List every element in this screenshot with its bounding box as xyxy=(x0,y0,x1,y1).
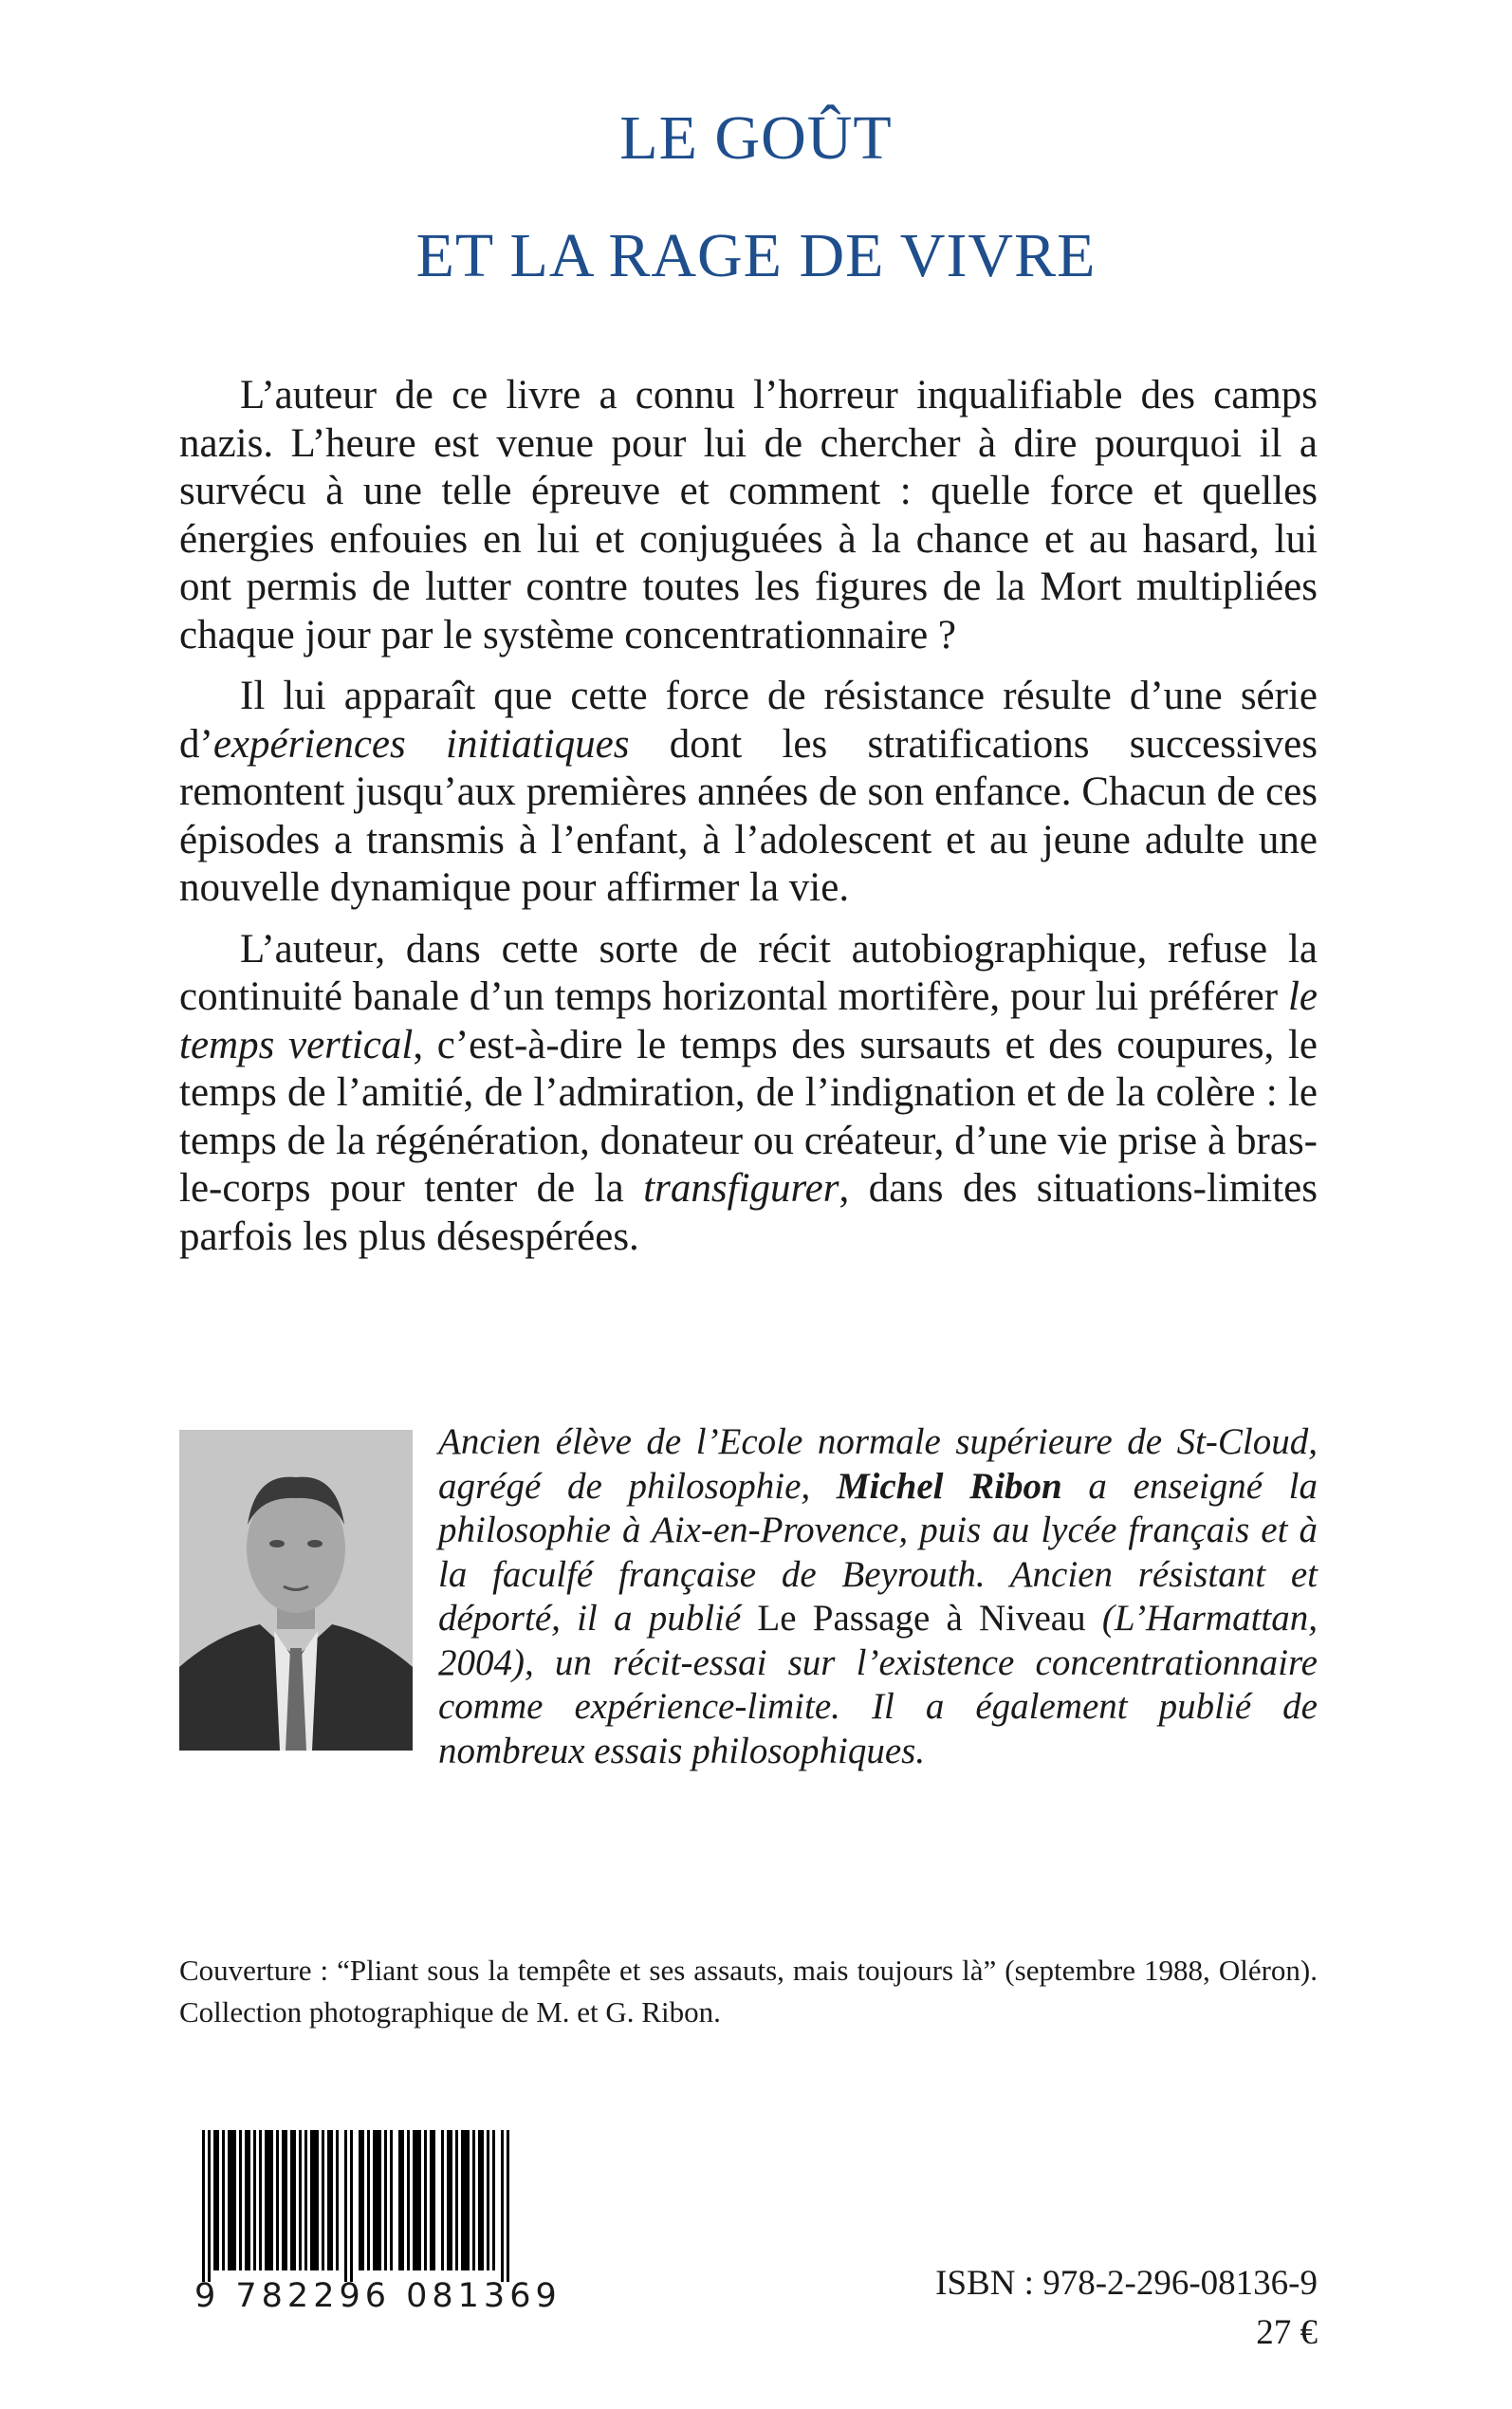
summary-p2-text-a: Il lui apparaît que cette force de résistance résulte d’une série d’ xyxy=(179,674,1318,767)
title-line-2: ET LA RAGE DE VIVRE xyxy=(415,221,1097,290)
summary-p3-text-c: , dans des situations-limites parfois les plus désespérées. xyxy=(179,1166,1318,1259)
summary-p2-emphasis: expériences initiatiques xyxy=(212,721,630,767)
summary-paragraph-2 xyxy=(179,673,1318,913)
title-line-1: LE GOÛT xyxy=(619,103,893,173)
bio-text-c: (L’Harmattan, 2004), un récit-essai sur l’existence concentrationnaire comme expérience-limite. Il a également publié de nombreux essais philosophiques. xyxy=(438,1598,1318,1771)
summary-p3-emphasis-2: transfigurer xyxy=(643,1166,839,1211)
summary-p3-text-b: , c’est-à-dire le temps des sursauts et des coupures, le temps de l’amitié, de l’admiration, de l’indignation et de la colère : le temps de la régénération, donateur ou créateur, d’une vie prise à bras-le-corps pour tenter de la xyxy=(179,1022,1318,1211)
summary-p3-text-a: L’auteur, dans cette sorte de récit autobiographique, refuse la continuité banale d’un temps horizontal mortifère, pour lui préférer xyxy=(179,926,1318,1019)
summary-paragraph-3 xyxy=(179,926,1318,1262)
barcode xyxy=(202,2130,512,2282)
summary-p2-text-b: dont les stratifications successives remontent jusqu’aux premières années de son enfance. Chacun de ces épisodes a transmis à l’enfant, à l’adolescent et au jeune adulte une nouvelle dynamique pour affirmer la vie. xyxy=(179,721,1318,910)
author-bio xyxy=(438,1420,1318,1773)
author-photo xyxy=(179,1430,413,1751)
summary-text xyxy=(179,372,1318,1261)
barcode-number: 9 782296 081369 xyxy=(194,2277,562,2315)
summary-paragraph-1: L’auteur de ce livre a connu l’horreur inqualifiable des camps nazis. L’heure est venue pour lui de chercher à dire pourquoi il a survécu à une telle épreuve et comment : quelle force et quelles énergies enfouies en lui et conjuguées à la chance et au hasard, lui ont permis de lutter contre toutes les figures de la Mort multipliées chaque jour par le système concentrationnaire ? xyxy=(179,373,1318,658)
author-name: Michel Ribon xyxy=(836,1465,1062,1507)
bio-text-a: Ancien élève de l’Ecole normale supérieure de St-Cloud, agrégé de philosophie, xyxy=(438,1421,1318,1507)
cover-caption: Couverture : “Pliant sous la tempête et ses assauts, mais toujours là” (septembre 1988, Oléron). Collection photographique de M. et G. Ribon. xyxy=(179,1954,1318,2029)
bio-text-b: a enseigné la philosophie à Aix-en-Provence, puis au lycée français et à la faculfé française de Beyrouth. Ancien résistant et déporté, il a publié xyxy=(438,1465,1318,1639)
author-portrait-image xyxy=(179,1430,413,1751)
book-title: Le Passage à Niveau xyxy=(757,1598,1086,1639)
isbn: ISBN : 978-2-296-08136-9 xyxy=(935,2264,1318,2303)
price: 27 € xyxy=(1256,2313,1318,2352)
summary-p3-emphasis-1: le temps vertical xyxy=(179,974,1318,1067)
